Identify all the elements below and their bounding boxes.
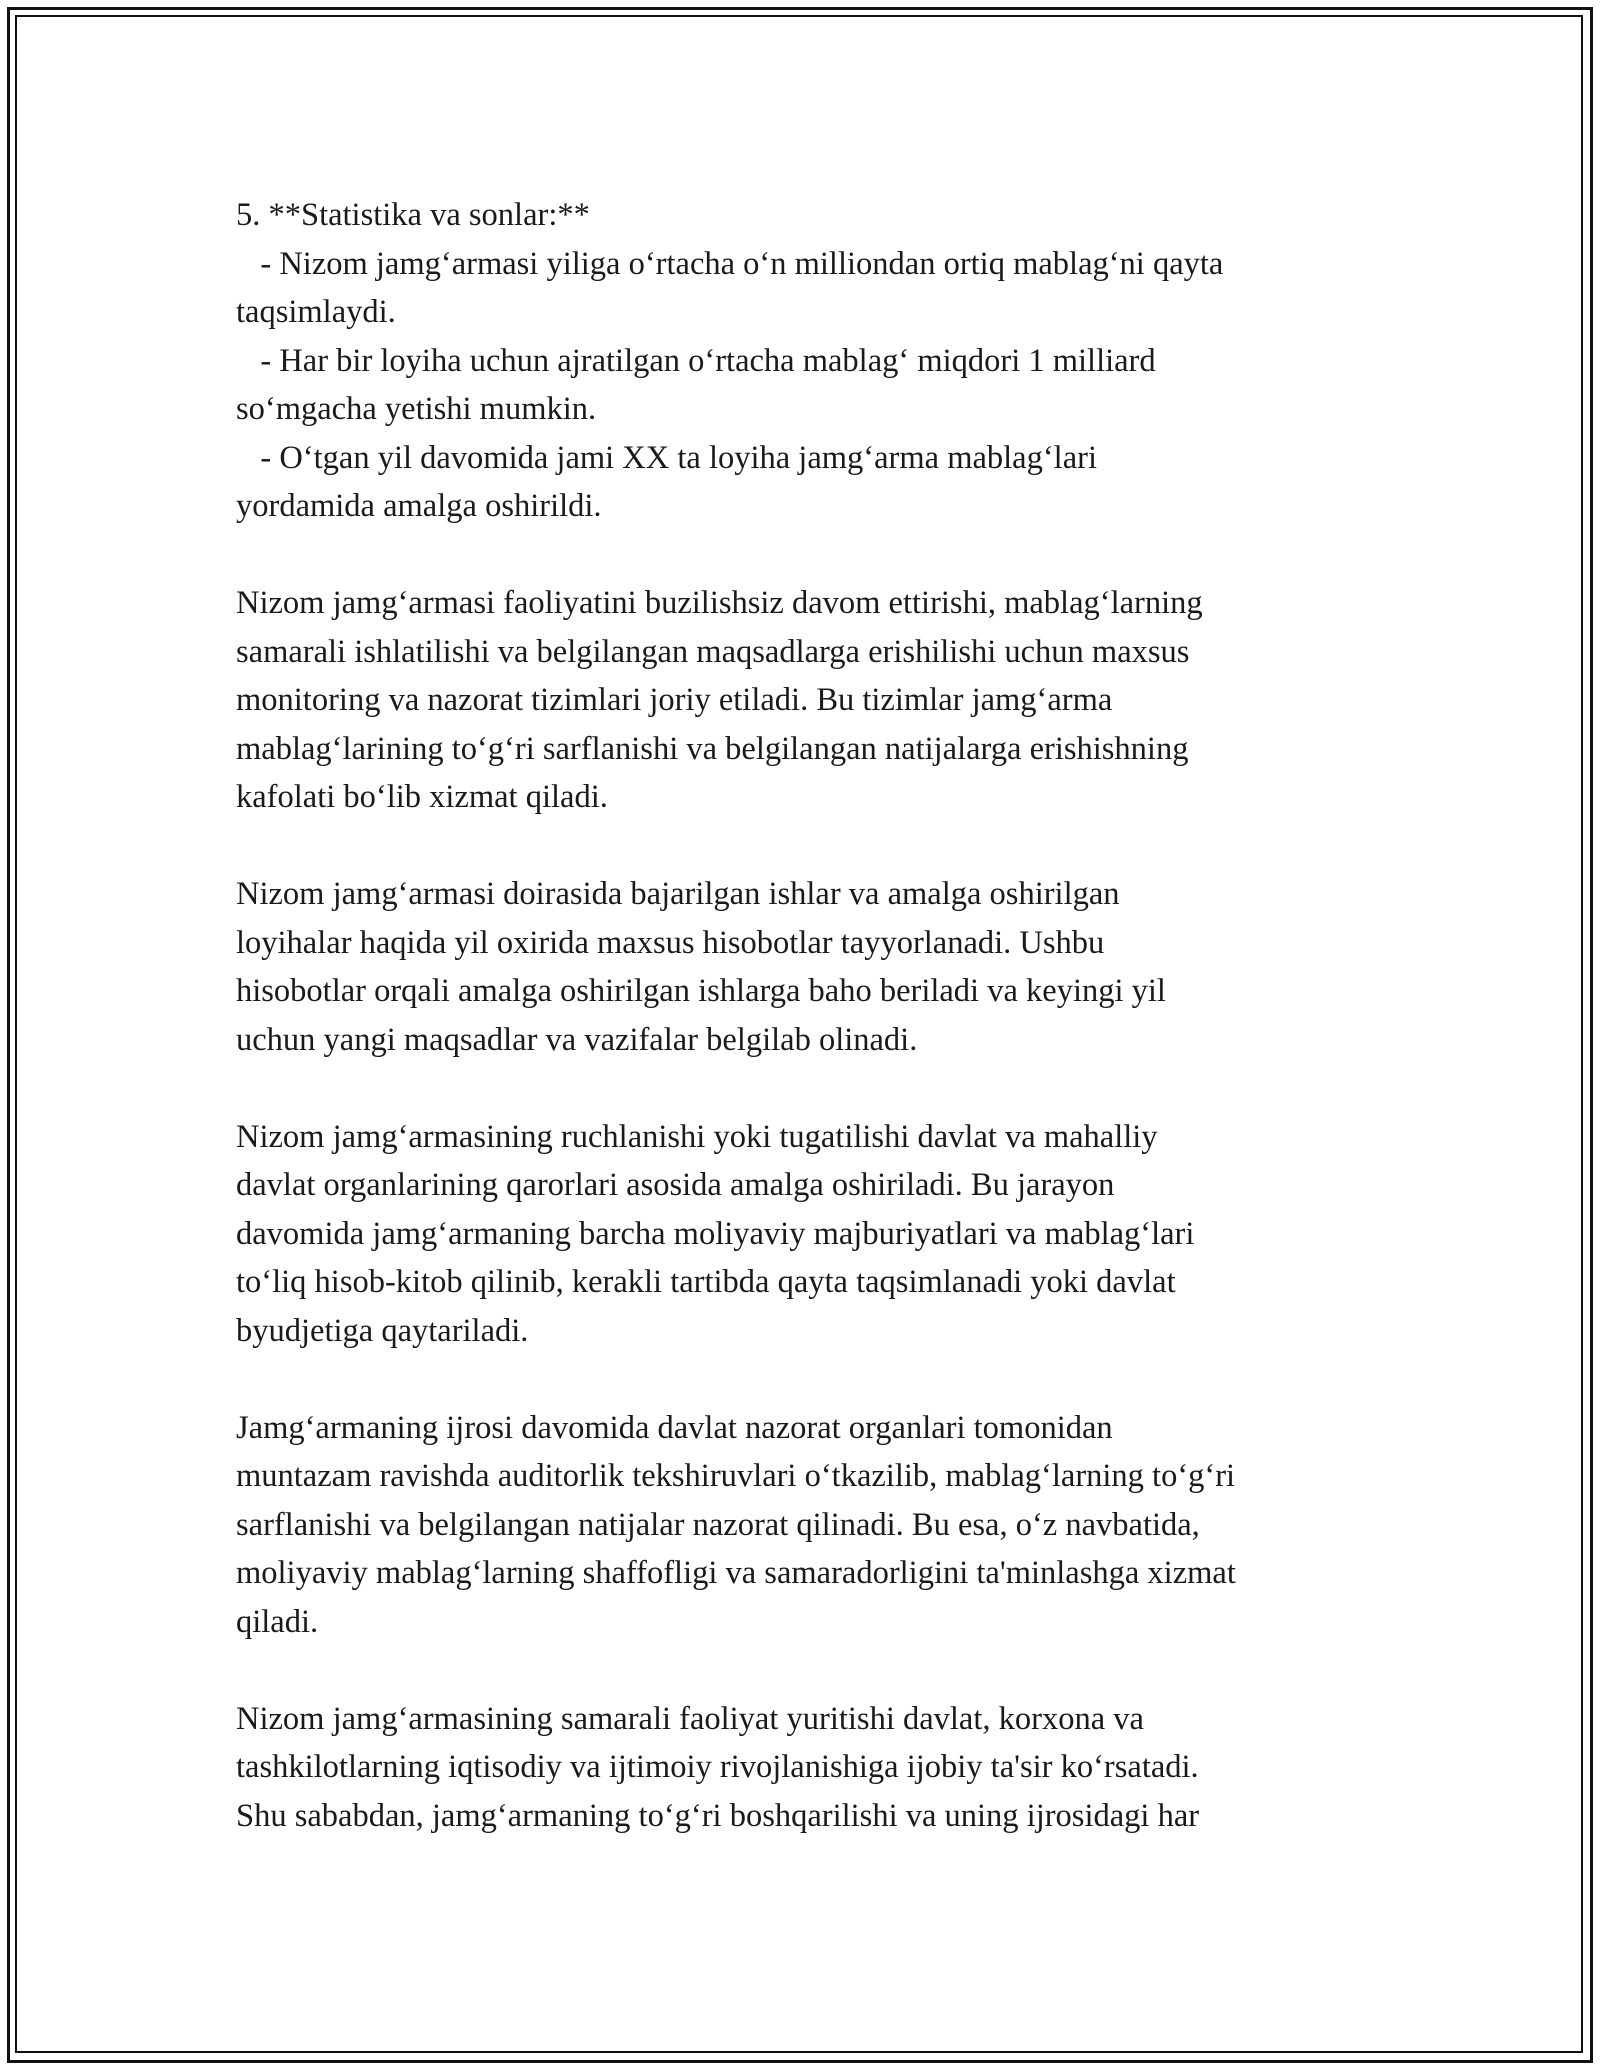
paragraph-line: davlat organlarining qarorlari asosida amalga oshiriladi. Bu jarayon (236, 1167, 1115, 1203)
paragraph-impact (236, 1695, 1386, 1841)
paragraph-line: samarali ishlatilishi va belgilangan maqsadlarga erishilishi uchun maxsus (236, 633, 1190, 670)
paragraph-line: Nizom jamg‘armasi faoliyatini buzilishsiz davom ettirishi, mablag‘larning (236, 585, 1203, 621)
bullet-line: so‘mgacha yetishi mumkin. (236, 391, 597, 427)
paragraph-monitoring (236, 579, 1386, 822)
paragraph-line: Shu sababdan, jamg‘armaning to‘g‘ri boshqarilishi va uning ijrosidagi har (236, 1797, 1200, 1834)
paragraph-audit (236, 1404, 1386, 1647)
paragraph-line: Jamg‘armaning ijrosi davomida davlat nazorat organlari tomonidan (236, 1409, 1113, 1446)
paragraph-line: moliyaviy mablag‘larning shaffofligi va samaradorligini ta'minlashga xizmat (236, 1555, 1236, 1591)
paragraph-line: davomida jamg‘armaning barcha moliyaviy majburiyatlari va mablag‘lari (236, 1215, 1195, 1252)
bullet-line: - O‘tgan yil davomida jami XX ta loyiha jamg‘arma mablag‘lari (236, 439, 1097, 476)
paragraph-line: monitoring va nazorat tizimlari joriy etiladi. Bu tizimlar jamg‘arma (236, 682, 1113, 718)
paragraph-line: qiladi. (236, 1603, 319, 1640)
paragraph-line: byudjetiga qaytariladi. (236, 1312, 529, 1349)
paragraph-line: sarflanishi va belgilangan natijalar nazorat qilinadi. Bu esa, o‘z navbatida, (236, 1506, 1200, 1543)
paragraph-line: loyihalar haqida yil oxirida maxsus hisobotlar tayyorlanadi. Ushbu (236, 924, 1105, 961)
bullet-line: taqsimlaydi. (236, 294, 396, 330)
section-heading: 5. **Statistika va sonlar:** (236, 197, 590, 233)
paragraph-line: to‘liq hisob-kitob qilinib, kerakli tartibda qayta taqsimlanadi yoki davlat (236, 1264, 1176, 1300)
paragraph-line: tashkilotlarning iqtisodiy va ijtimoiy rivojlanishiga ijobiy ta'sir ko‘rsatadi. (236, 1749, 1199, 1785)
statistics-section (236, 191, 1386, 531)
paragraph-reports (236, 870, 1386, 1064)
bullet-line: - Nizom jamg‘armasi yiliga o‘rtacha o‘n milliondan ortiq mablag‘ni qayta (236, 245, 1224, 282)
paragraph-liquidation (236, 1113, 1386, 1356)
paragraph-line: mablag‘larining to‘g‘ri sarflanishi va belgilangan natijalarga erishishning (236, 730, 1189, 767)
paragraph-line: Nizom jamg‘armasining ruchlanishi yoki tugatilishi davlat va mahalliy (236, 1118, 1158, 1155)
document-body (236, 191, 1386, 1840)
paragraph-line: uchun yangi maqsadlar va vazifalar belgilab olinadi. (236, 1021, 918, 1058)
paragraph-line: muntazam ravishda auditorlik tekshiruvlari o‘tkazilib, mablag‘larning to‘g‘ri (236, 1458, 1236, 1494)
paragraph-line: Nizom jamg‘armasining samarali faoliyat yuritishi davlat, korxona va (236, 1700, 1144, 1737)
paragraph-line: Nizom jamg‘armasi doirasida bajarilgan ishlar va amalga oshirilgan (236, 876, 1120, 912)
paragraph-line: kafolati bo‘lib xizmat qiladi. (236, 779, 608, 815)
bullet-line: yordamida amalga oshirildi. (236, 488, 602, 524)
paragraph-line: hisobotlar orqali amalga oshirilgan ishlarga baho beriladi va keyingi yil (236, 973, 1166, 1009)
bullet-line: - Har bir loyiha uchun ajratilgan o‘rtacha mablag‘ miqdori 1 milliard (236, 342, 1156, 379)
